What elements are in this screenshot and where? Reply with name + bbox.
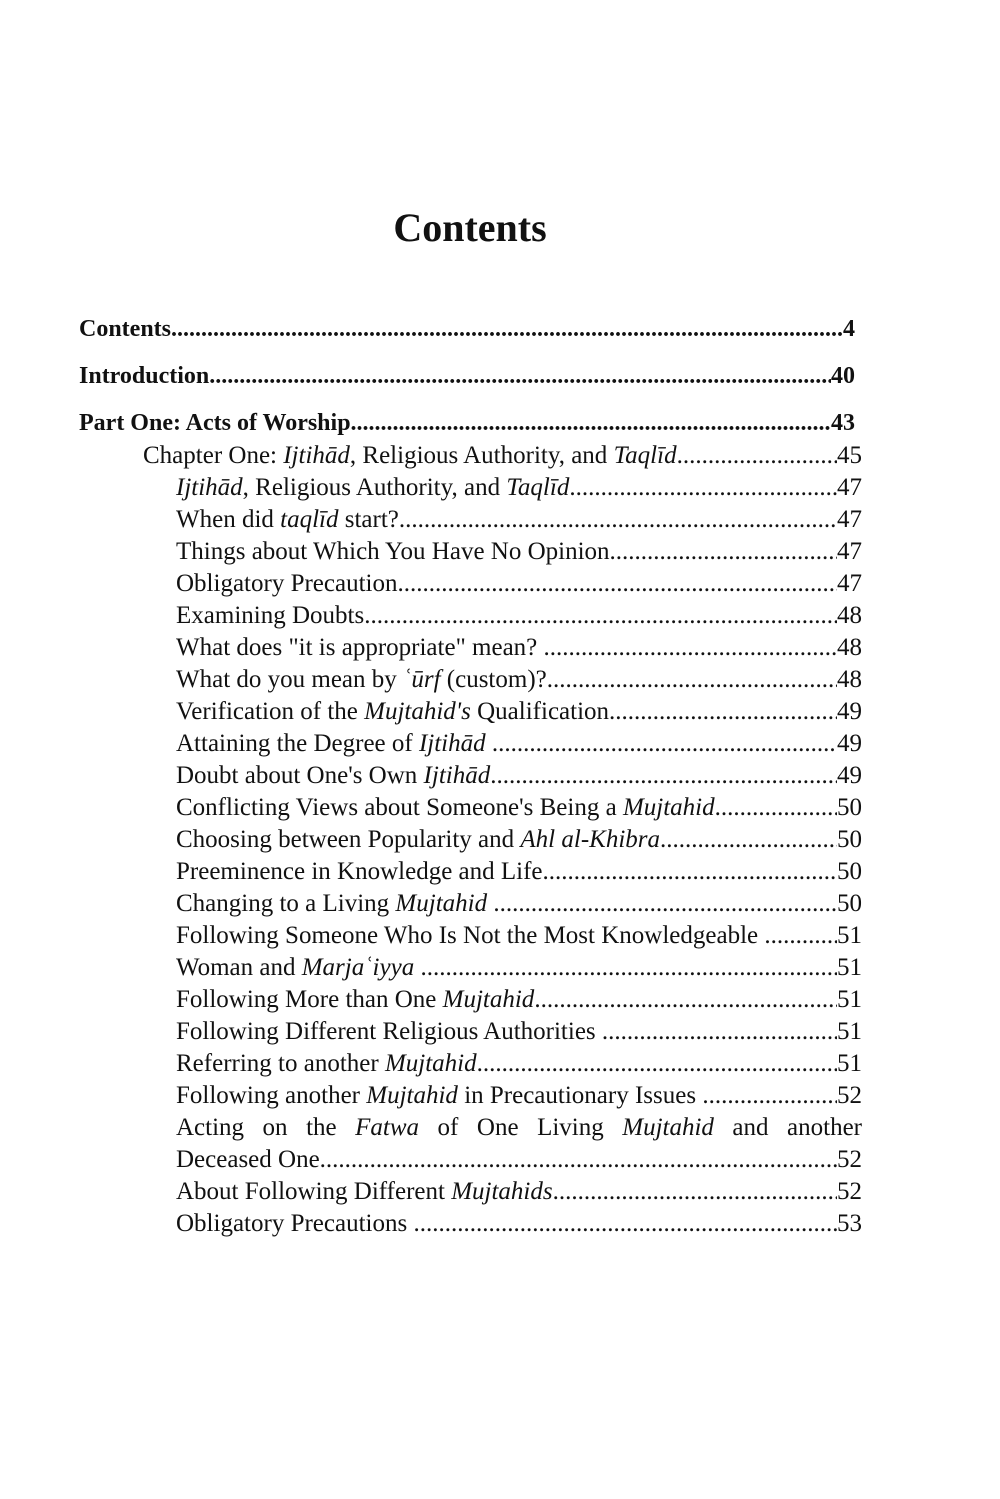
leader-dots: [493, 888, 837, 920]
toc-section[interactable]: [176, 632, 862, 664]
leader-dots: [553, 1176, 837, 1208]
toc-entry-title: What does "it is appropriate" mean?: [176, 634, 544, 661]
toc-entry-page: 50: [837, 858, 862, 885]
toc-entry-page: 48: [837, 634, 862, 661]
toc-entry-title-line1: Acting on the Fatwa of One Living Mujtahid and another: [176, 1114, 863, 1141]
toc-entry-introduction[interactable]: [79, 359, 855, 393]
toc-entry-title: Verification of the Mujtahid's Qualification: [176, 698, 610, 725]
leader-dots: [477, 1048, 837, 1080]
toc-section[interactable]: [176, 728, 862, 760]
toc-entry-page: 51: [837, 922, 862, 949]
toc-entry-contents[interactable]: [79, 312, 855, 346]
toc-entry-page: 40: [831, 363, 855, 389]
leader-dots: [544, 632, 837, 664]
leader-dots: [677, 440, 837, 472]
toc-section[interactable]: [176, 856, 862, 888]
leader-dots: [609, 696, 837, 728]
leader-dots: [610, 536, 837, 568]
toc-entry-title: Following another Mujtahid in Precautionary Issues: [176, 1082, 703, 1109]
toc-section[interactable]: [176, 472, 862, 504]
leader-dots: [413, 1208, 837, 1240]
toc-entry-title: Examining Doubts: [176, 602, 365, 629]
leader-dots: [490, 760, 837, 792]
toc-section[interactable]: [176, 888, 862, 920]
toc-entry-title: Contents: [79, 316, 172, 342]
toc-section[interactable]: [176, 1016, 862, 1048]
toc-entry-title: Chapter One: Ijtihād, Religious Authority, and Taqlīd: [143, 442, 677, 469]
toc-section[interactable]: [176, 1048, 862, 1080]
toc-entry-page: 45: [837, 442, 862, 469]
toc-section-wrapped[interactable]: [176, 1112, 862, 1176]
leader-dots: [420, 952, 837, 984]
toc-entry-page: 50: [837, 890, 862, 917]
toc-entry-title-line2: [176, 1144, 862, 1176]
toc-entry-page: 47: [837, 570, 862, 597]
toc-entry-title: Obligatory Precaution: [176, 570, 398, 597]
toc-entry-page: 47: [837, 538, 862, 565]
toc-section[interactable]: [176, 568, 862, 600]
toc-section[interactable]: [176, 1176, 862, 1208]
toc-entry-page: 51: [837, 1018, 862, 1045]
leader-dots: [543, 856, 837, 888]
toc-section[interactable]: [176, 696, 862, 728]
page-title: Contents: [393, 205, 547, 250]
toc-section[interactable]: [176, 536, 862, 568]
toc-entry-page: 49: [837, 698, 862, 725]
toc-entry-page: 52: [837, 1178, 862, 1205]
toc-section[interactable]: [176, 824, 862, 856]
toc-section[interactable]: [176, 1208, 862, 1240]
toc-entry-page: 48: [837, 602, 862, 629]
leader-dots: [171, 312, 843, 346]
toc-entry-title: Changing to a Living Mujtahid: [176, 890, 488, 917]
toc-entry-chapter-one[interactable]: [143, 440, 862, 472]
toc-section[interactable]: [176, 792, 862, 824]
toc-entry-title: Deceased One: [176, 1146, 320, 1173]
toc-entry-title: Referring to another Mujtahid: [176, 1050, 477, 1077]
toc-section[interactable]: [176, 760, 862, 792]
toc-section[interactable]: [176, 600, 862, 632]
toc-entry-title: Introduction: [79, 363, 210, 389]
toc-entry-page: 51: [837, 986, 862, 1013]
toc-section[interactable]: [176, 952, 862, 984]
toc-entry-title: Conflicting Views about Someone's Being a Mujtahid: [176, 794, 715, 821]
toc-entry-page: 50: [837, 826, 862, 853]
toc-entry-page: 49: [837, 762, 862, 789]
toc-entry-page: 47: [837, 474, 862, 501]
toc-entry-page: 48: [837, 666, 862, 693]
leader-dots: [569, 472, 837, 504]
leader-dots: [660, 824, 837, 856]
toc-entry-page: 52: [837, 1082, 862, 1109]
leader-dots: [351, 406, 831, 440]
toc-entry-part-one[interactable]: [79, 406, 855, 440]
toc-section[interactable]: [176, 920, 862, 952]
toc-entry-title: Part One: Acts of Worship: [79, 410, 351, 436]
toc-entry-page: 47: [837, 506, 862, 533]
toc-entry-page: 53: [837, 1210, 862, 1237]
toc-entry-title: Following Different Religious Authorities: [176, 1018, 602, 1045]
toc-entry-page: 52: [837, 1146, 862, 1173]
toc-section[interactable]: [176, 984, 862, 1016]
toc-entry-page: 4: [843, 316, 855, 342]
toc-entry-title: Doubt about One's Own Ijtihād: [176, 762, 491, 789]
toc-entry-title: Things about Which You Have No Opinion: [176, 538, 610, 565]
leader-dots: [399, 504, 837, 536]
toc-entry-title: Preeminence in Knowledge and Life: [176, 858, 543, 885]
leader-dots: [547, 664, 837, 696]
toc-section[interactable]: [176, 664, 862, 696]
leader-dots: [702, 1080, 837, 1112]
toc-entry-title: About Following Different Mujtahids: [176, 1178, 553, 1205]
toc-entry-title: Attaining the Degree of Ijtihād: [176, 730, 486, 757]
toc-entry-title: Following Someone Who Is Not the Most Knowledgeable: [176, 922, 765, 949]
leader-dots: [209, 359, 831, 393]
toc-entry-title: Obligatory Precautions: [176, 1210, 414, 1237]
toc-entry-title: When did taqlīd start?: [176, 506, 399, 533]
toc-entry-page: 49: [837, 730, 862, 757]
leader-dots: [534, 984, 837, 1016]
leader-dots: [320, 1144, 837, 1176]
toc-entry-page: 50: [837, 794, 862, 821]
leader-dots: [364, 600, 837, 632]
toc-entry-title: Ijtihād, Religious Authority, and Taqlīd: [176, 474, 570, 501]
toc-entry-page: 51: [837, 954, 862, 981]
leader-dots: [715, 792, 837, 824]
toc-entry-title: Following More than One Mujtahid: [176, 986, 535, 1013]
toc-entry-page: 43: [831, 410, 855, 436]
toc-entry-title: Choosing between Popularity and Ahl al-Khibra: [176, 826, 660, 853]
toc-section[interactable]: [176, 1080, 862, 1112]
table-of-contents: [79, 312, 862, 1240]
leader-dots: [764, 920, 837, 952]
leader-dots: [397, 568, 837, 600]
toc-entry-title: Woman and Marjaʿiyya: [176, 954, 415, 981]
toc-entry-page: 51: [837, 1050, 862, 1077]
toc-section[interactable]: [176, 504, 862, 536]
toc-entry-title: What do you mean by ʿūrf (custom)?: [176, 666, 547, 693]
leader-dots: [602, 1016, 837, 1048]
leader-dots: [492, 728, 837, 760]
